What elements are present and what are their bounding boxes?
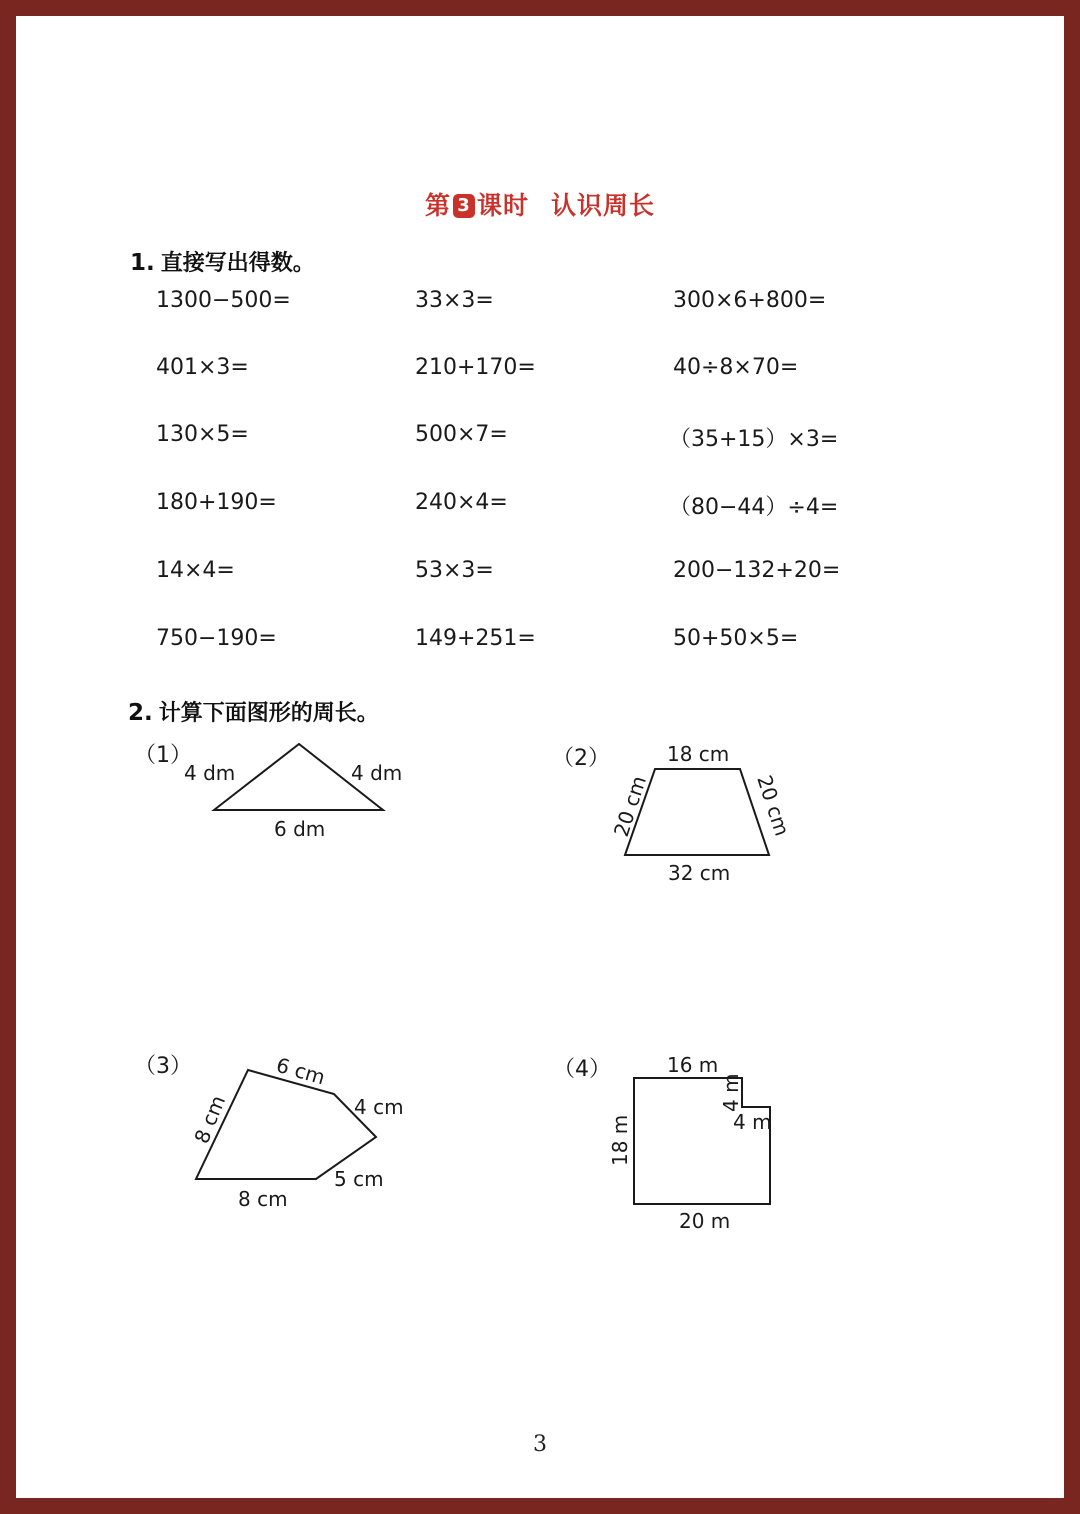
pentagon-left-side: 8 cm [189,1091,231,1147]
pentagon-lower-right-side: 5 cm [334,1167,384,1191]
pentagon-base: 8 cm [238,1187,288,1211]
expression-item: 149+251= [415,626,536,651]
rectangle-base: 20 m [679,1209,731,1233]
figure-3-pentagon [189,1053,403,1211]
trapezoid-top: 18 cm [667,742,730,766]
question-2-number: 2. [128,700,153,726]
figure-3-label: （3） [134,1054,192,1079]
figure-1-label: （1） [134,743,192,768]
lesson-number-badge: 3 [453,194,475,218]
trapezoid-base: 32 cm [668,861,731,885]
notch-horizontal-side: 4 m [733,1110,772,1134]
title-topic: 认识周长 [551,191,656,220]
expression-item: 401×3= [156,355,249,380]
rectangle-left-side: 18 m [608,1114,632,1166]
expression-item: 50+50×5= [673,626,799,651]
question-1-number: 1. [130,250,155,276]
expression-item: 750−190= [156,626,277,651]
expression-item: 40÷8×70= [673,355,799,380]
page-number: 3 [533,1432,547,1457]
figure-4-label: （4） [553,1057,611,1082]
title-suffix: 课时 [476,191,529,220]
trapezoid-left-side: 20 cm [608,772,652,840]
triangle-right-side: 4 dm [351,761,403,785]
expression-item: 1300−500= [156,288,291,313]
question-2-prompt: 计算下面图形的周长。 [158,701,379,726]
rectangle-top: 16 m [667,1053,719,1077]
notched-rectangle-shape [634,1078,770,1204]
expression-item: 240×4= [415,490,508,515]
expression-item: （80−44）÷4= [669,495,839,520]
figure-1-triangle [184,744,402,841]
expression-item: 33×3= [415,288,494,313]
expression-item: 14×4= [156,558,235,583]
triangle-left-side: 4 dm [184,761,236,785]
expression-item: 53×3= [415,558,494,583]
figure-2-trapezoid [609,742,794,885]
expression-item: 500×7= [415,422,508,447]
figure-4-notched-rectangle [608,1053,772,1233]
notch-vertical-side: 4 m [719,1073,743,1112]
pentagon-shape [196,1070,376,1179]
pentagon-top-side: 6 cm [273,1052,328,1090]
figure-2-label: （2） [552,746,610,771]
pentagon-upper-right-side: 4 cm [354,1095,404,1119]
expression-item: 130×5= [156,422,249,447]
expression-item: （35+15）×3= [669,427,839,452]
expression-item: 200−132+20= [673,558,841,583]
expression-item: 210+170= [415,355,536,380]
expression-item: 180+190= [156,490,277,515]
expression-item: 300×6+800= [673,288,827,313]
title-prefix: 第 [424,191,451,220]
trapezoid-right-side: 20 cm [752,772,795,839]
triangle-base: 6 dm [274,817,326,841]
question-1-prompt: 直接写出得数。 [160,251,315,276]
